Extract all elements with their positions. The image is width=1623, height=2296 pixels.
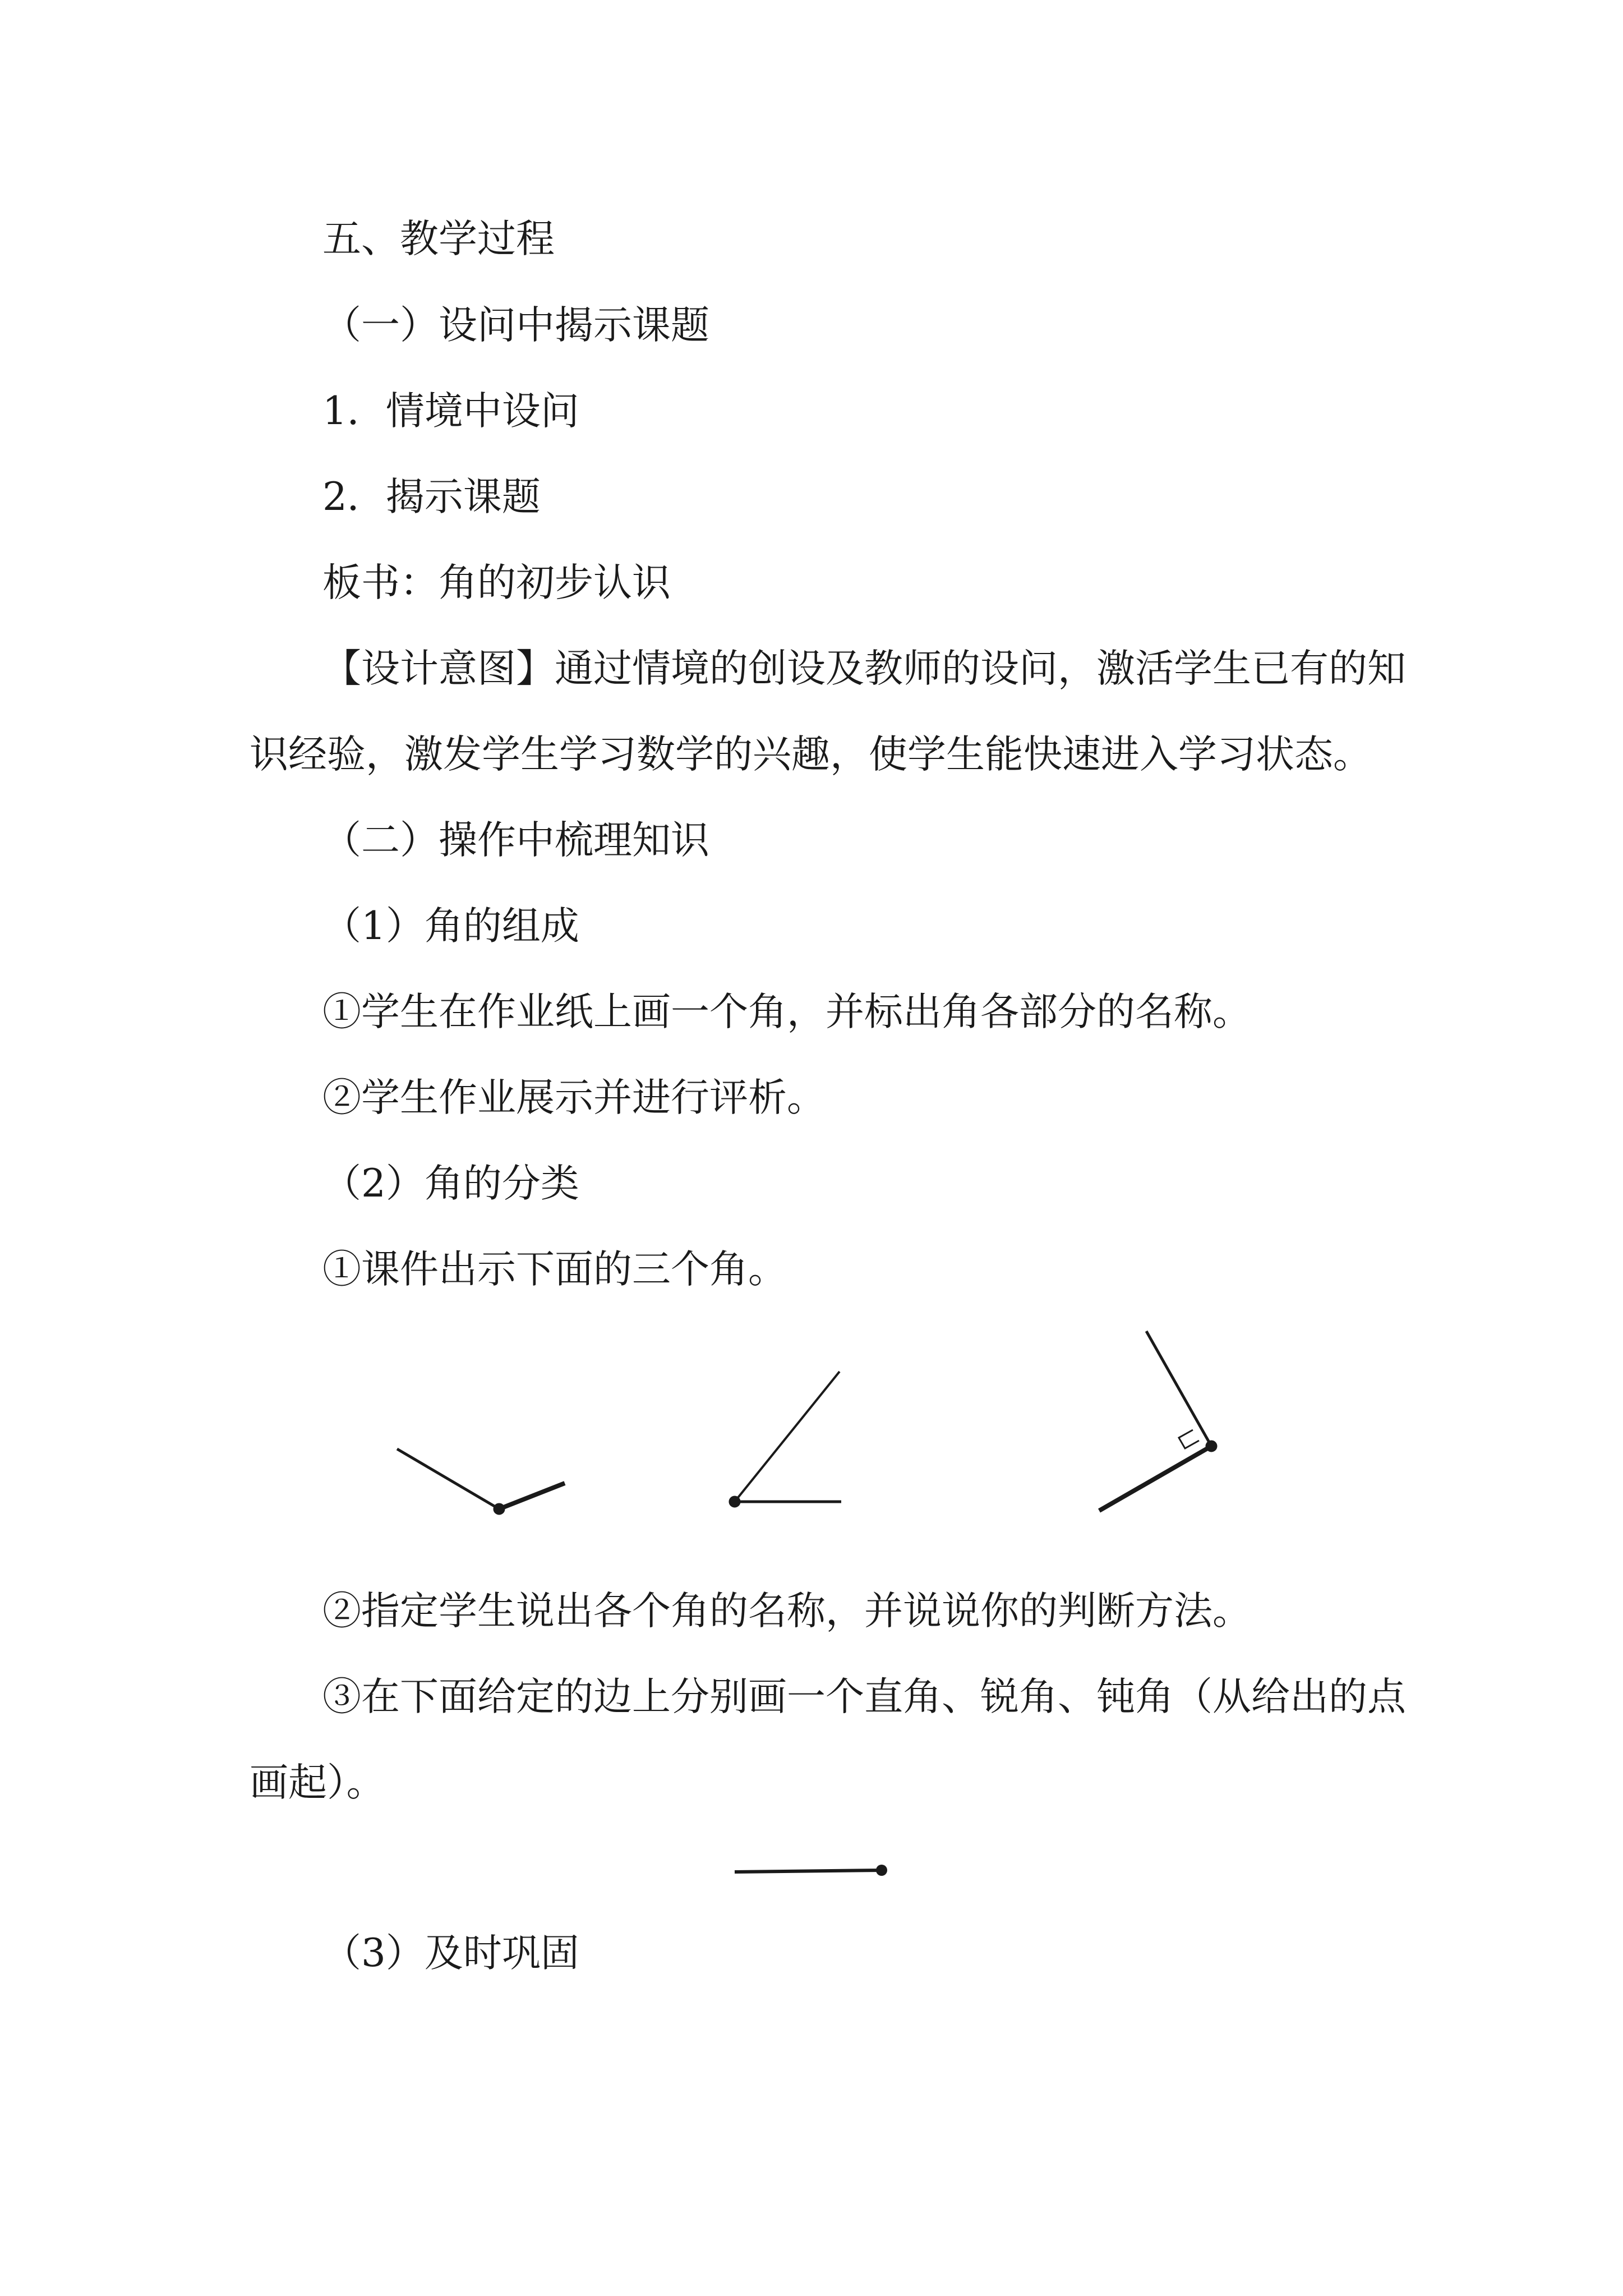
part2-heading: （二）操作中梳理知识 <box>322 818 709 863</box>
sub2-item2: ②指定学生说出各个角的名称，并说说你的判断方法。 <box>322 1589 1251 1634</box>
board-writing: 板书：角的初步认识 <box>322 560 671 605</box>
sub2-item3-line2: 画起）。 <box>250 1760 385 1805</box>
sub1-item1: ①学生在作业纸上画一个角，并标出角各部分的名称。 <box>322 990 1251 1034</box>
sub1-heading: （1）角的组成 <box>322 904 579 949</box>
given-side-start-point <box>876 1865 887 1876</box>
part1-step2: 2．揭示课题 <box>322 475 541 519</box>
sub2-heading: （2）角的分类 <box>322 1161 579 1206</box>
part1-heading: （一）设问中揭示课题 <box>322 303 709 348</box>
given-side-line <box>735 1870 882 1872</box>
sub2-item3-line1: ③在下面给定的边上分别画一个直角、锐角、钝角（从给出的点 <box>322 1674 1406 1719</box>
section-heading: 五、教学过程 <box>322 217 555 261</box>
sub1-item2: ②学生作业展示并进行评析。 <box>322 1075 826 1120</box>
sub2-item1: ①课件出示下面的三个角。 <box>322 1247 787 1292</box>
design-intent-line2: 识经验，激发学生学习数学的兴趣，使学生能快速进入学习状态。 <box>250 732 1372 777</box>
part1-step1: 1．情境中设问 <box>322 389 579 434</box>
sub3-heading: （3）及时巩固 <box>322 1931 579 1976</box>
design-intent-line1: 【设计意图】通过情境的创设及教师的设问，激活学生已有的知 <box>322 646 1406 691</box>
